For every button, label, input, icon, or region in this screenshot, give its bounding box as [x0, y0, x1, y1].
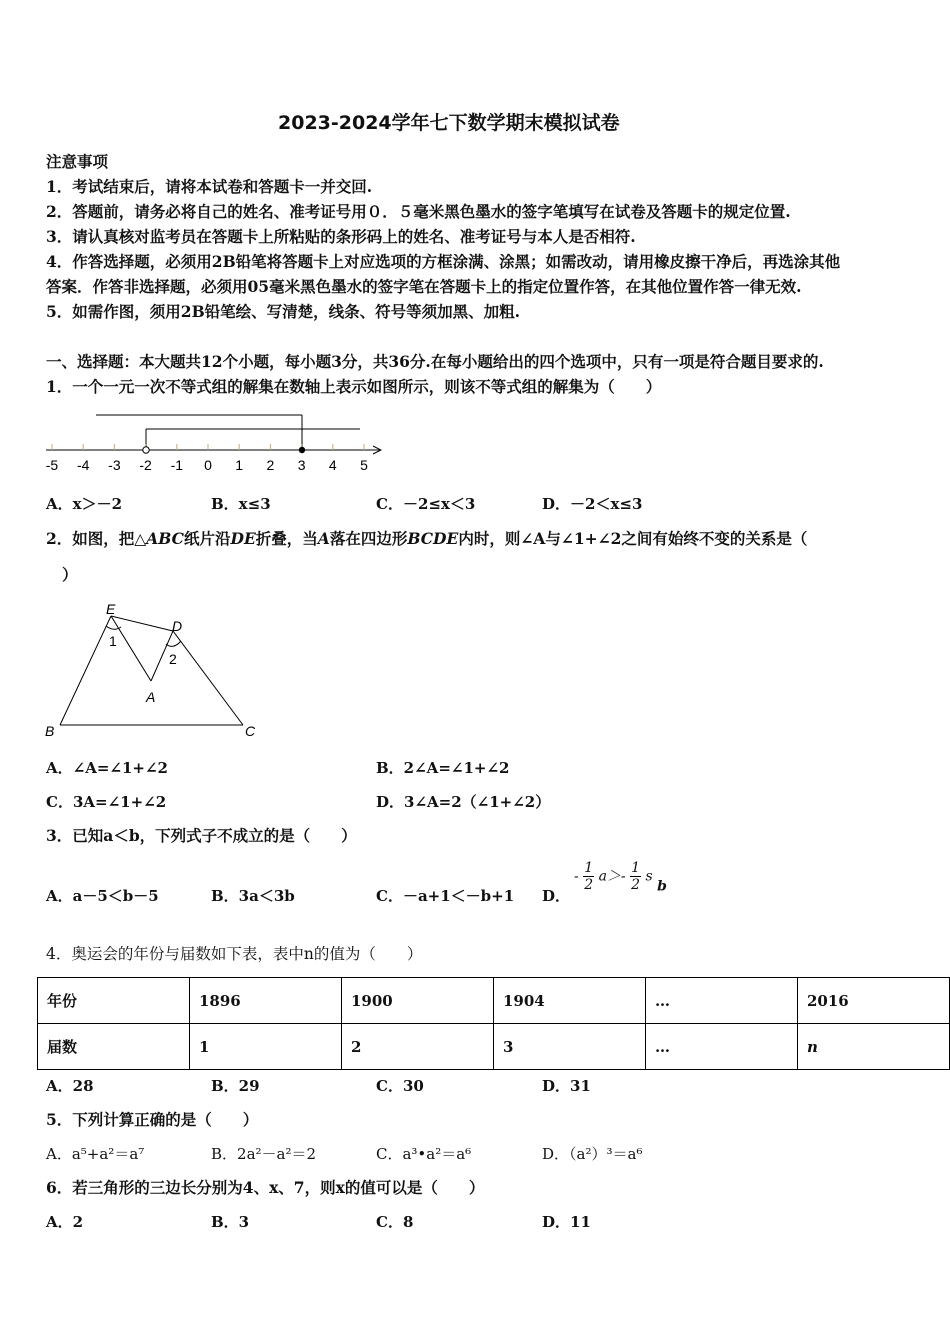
q6-option-a: A．2 — [46, 1213, 84, 1231]
label-a: A — [146, 689, 156, 705]
q1-option-a: A．x＞－2 — [46, 495, 123, 513]
number-line-figure — [40, 408, 390, 480]
q3-option-d-expression: - $\frac{1}{2}$ a＞- $\frac{1}{2}$ s b — [574, 860, 667, 895]
q1-option-c: C．－2≤x＜3 — [376, 495, 476, 513]
section-heading: 一、选择题：本大题共12个小题，每小题3分，共36分.在每小题给出的四个选项中，只有一项是符合题目要求的. — [46, 352, 824, 371]
q4-option-a: A．28 — [46, 1077, 94, 1095]
q2-option-d: D．3∠A=2（∠1+∠2） — [376, 793, 551, 811]
q1-option-b: B．x≤3 — [211, 495, 271, 513]
q3-option-a: A．a－5＜b－5 — [46, 887, 159, 905]
notice-line-1: 1．考试结束后，请将本试卷和答题卡一并交回. — [46, 177, 373, 196]
label-angle-2: 2 — [169, 651, 177, 667]
q2-option-a: A．∠A=∠1+∠2 — [46, 759, 168, 777]
q2-option-b: B．2∠A=∠1+∠2 — [376, 759, 510, 777]
notice-line-4: 4．作答选择题，必须用2B铅笔将答题卡上对应选项的方框涂满、涂黑；如需改动，请用橡皮擦干净后，再选涂其他 — [46, 252, 841, 271]
table-cell: 1900 — [342, 978, 494, 1024]
triangle-fold-figure — [40, 598, 270, 743]
table-row — [38, 1024, 950, 1070]
label-e: E — [106, 601, 116, 617]
fraction-one-half-2: $\frac{1}{2}$ — [631, 860, 641, 893]
table-cell: 届数 — [38, 1024, 190, 1070]
q1-stem: 1．一个一元一次不等式组的解集在数轴上表示如图所示，则该不等式组的解集为（ ） — [46, 377, 662, 396]
label-b: B — [45, 723, 55, 739]
number-line-tick-label: 4 — [328, 457, 337, 473]
q3-option-c: C．－a+1＜－b+1 — [376, 887, 515, 905]
q4-option-c: C．30 — [376, 1077, 424, 1095]
label-d: D — [172, 618, 183, 634]
q3-option-b: B．3a＜3b — [211, 887, 295, 905]
label-c: C — [245, 723, 256, 739]
table-cell: 2 — [342, 1024, 494, 1070]
q3-stem: 3．已知a＜b，下列式子不成立的是（ ） — [46, 826, 357, 845]
number-line-tick-label: 2 — [266, 457, 275, 473]
fraction-one-half: $\frac{1}{2}$ — [584, 860, 594, 893]
q6-option-d: D．11 — [542, 1213, 591, 1231]
table-cell: 1896 — [190, 978, 342, 1024]
closed-endpoint — [299, 447, 305, 453]
table-cell: 1904 — [494, 978, 646, 1024]
number-line-tick-label: -2 — [139, 457, 152, 473]
q4-stem: 4．奥运会的年份与届数如下表，表中n的值为（ ） — [46, 945, 423, 963]
label-angle-1: 1 — [109, 633, 117, 649]
q5-option-a: A．a⁵+a²＝a⁷ — [46, 1145, 145, 1163]
table-cell: … — [646, 1024, 798, 1070]
q5-option-d: D．（a²）³＝a⁶ — [542, 1145, 643, 1163]
q4-option-d: D．31 — [542, 1077, 591, 1095]
notice-line-5: 答案．作答非选择题，必须用05毫米黑色墨水的签字笔在答题卡上的指定位置作答，在其他位置作答一律无效. — [46, 277, 802, 296]
q5-stem: 5．下列计算正确的是（ ） — [46, 1110, 259, 1129]
q5-option-c: C．a³•a²＝a⁶ — [376, 1145, 472, 1163]
table-cell: 年份 — [38, 978, 190, 1024]
q3-option-d-label: D． — [542, 887, 571, 905]
q5-option-b: B．2a²－a²＝2 — [211, 1145, 317, 1163]
notice-line-3: 3．请认真核对监考员在答题卡上所粘贴的条形码上的姓名、准考证号与本人是否相符. — [46, 227, 636, 246]
number-line-tick-label: -3 — [108, 457, 121, 473]
table-cell: n — [798, 1024, 950, 1070]
table-cell: 3 — [494, 1024, 646, 1070]
number-line-tick-label: 3 — [297, 457, 306, 473]
notice-line-2: 2．答题前，请务必将自己的姓名、准考证号用０．５毫米黑色墨水的签字笔填写在试卷及答题卡的规定位置. — [46, 202, 791, 221]
number-line-tick-label: -4 — [76, 457, 90, 473]
q2-option-c: C．3A=∠1+∠2 — [46, 793, 167, 811]
open-endpoint — [143, 447, 149, 453]
number-line-tick-label: 1 — [235, 457, 244, 473]
table-row — [38, 978, 950, 1024]
number-line-tick-label: -5 — [45, 457, 59, 473]
table-cell: 1 — [190, 1024, 342, 1070]
q6-option-b: B．3 — [211, 1213, 250, 1231]
q4-option-b: B．29 — [211, 1077, 260, 1095]
q6-stem: 6．若三角形的三边长分别为4、x、7，则x的值可以是（ ） — [46, 1178, 485, 1197]
number-line-tick-label: -1 — [170, 457, 184, 473]
page-title: 2023-2024学年七下数学期末模拟试卷 — [278, 112, 620, 134]
q2-stem-end: ） — [62, 565, 78, 584]
number-line-tick-label: 0 — [204, 457, 212, 473]
q2-stem: 2．如图，把△ABC纸片沿DE折叠，当A落在四边形BCDE内时，则∠A与∠1+∠2之间有始终不变的关系是（ — [46, 529, 808, 548]
notice-heading: 注意事项 — [46, 152, 109, 171]
table-cell: … — [646, 978, 798, 1024]
table-cell: 2016 — [798, 978, 950, 1024]
q6-option-c: C．8 — [376, 1213, 414, 1231]
olympics-table — [37, 977, 950, 1070]
notice-line-6: 5．如需作图，须用2B铅笔绘、写清楚，线条、符号等须加黑、加粗. — [46, 302, 521, 321]
q1-option-d: D．－2＜x≤3 — [542, 495, 643, 513]
number-line-tick-label: 5 — [360, 457, 368, 473]
